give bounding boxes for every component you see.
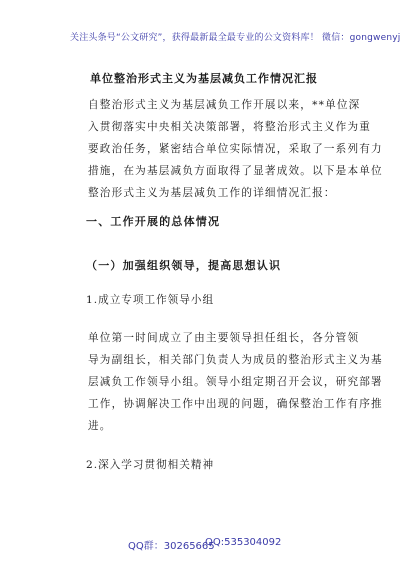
- paragraph-line: 进。: [88, 420, 112, 432]
- paragraph-line: 层减负工作领导小组。领导小组定期召开会议，研究部署: [88, 376, 383, 388]
- paragraph-line: 导为副组长，相关部门负责人为成员的整治形式主义为基: [88, 354, 383, 366]
- subsection-heading: （一）加强组织领导，提高思想认识: [86, 259, 282, 272]
- paragraph-line: 要政治任务，紧密结合单位实际情况，采取了一系列有力: [88, 143, 383, 155]
- promo-header: 关注头条号“公文研究”，获得最新最全最专业的公文资料库！ 微信：gongwenyj: [70, 33, 401, 43]
- qq-number-text: QQ:535304092: [205, 537, 282, 548]
- intro-paragraph: [88, 94, 383, 204]
- document-title: 单位整治形式主义为基层减负工作情况汇报: [90, 72, 318, 85]
- paragraph-line: 措施，在为基层减负方面取得了显著成效。以下是本单位: [88, 165, 383, 177]
- paragraph-line: 整治形式主义为基层减负工作的详细情况汇报：: [88, 187, 336, 199]
- paragraph-line: 自整治形式主义为基层减负工作开展以来，**单位深: [88, 99, 361, 111]
- qq-group-text: QQ群：30265665: [128, 541, 215, 552]
- item-heading: 2.深入学习贯彻相关精神: [86, 459, 215, 471]
- paragraph-line: 入贯彻落实中央相关决策部署，将整治形式主义作为重: [88, 121, 372, 133]
- item1-paragraph: [88, 327, 383, 437]
- item-heading: 1.成立专项工作领导小组: [86, 294, 215, 306]
- paragraph-line: 单位第一时间成立了由主要领导担任组长，各分管领: [88, 332, 360, 344]
- paragraph-line: 工作，协调解决工作中出现的问题，确保整治工作有序推: [88, 398, 383, 410]
- section-heading: 一、工作开展的总体情况: [86, 215, 221, 228]
